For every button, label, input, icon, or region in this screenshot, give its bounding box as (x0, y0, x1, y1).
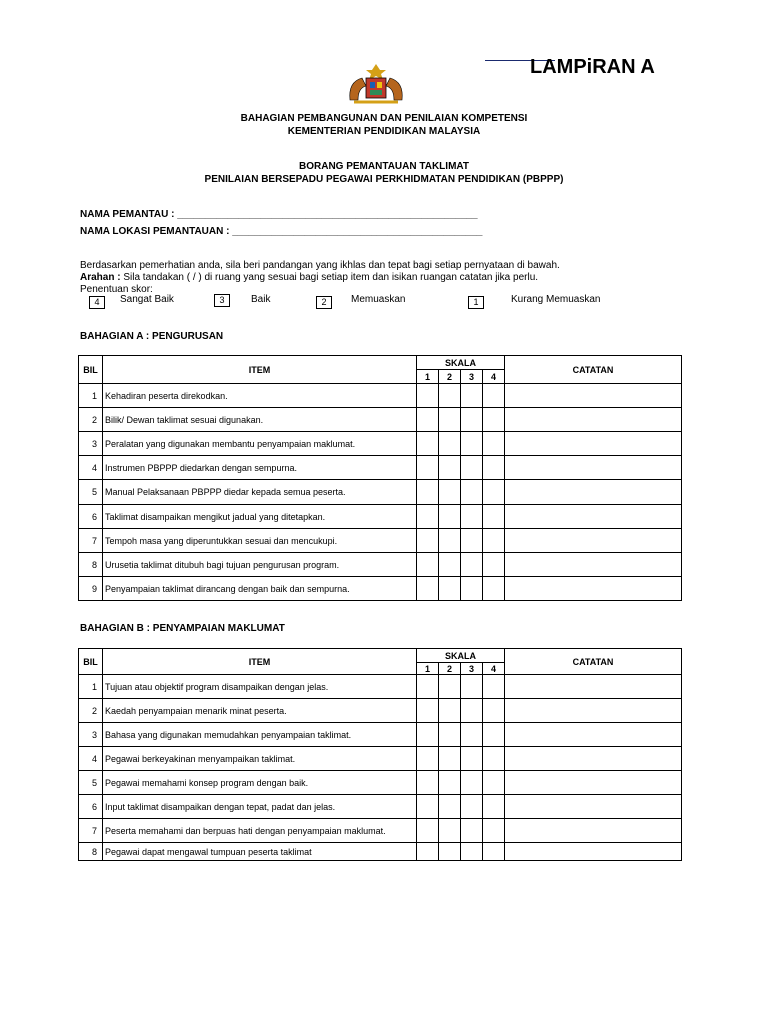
scale-cell-1[interactable] (417, 819, 439, 843)
catatan-cell[interactable] (505, 675, 682, 699)
arahan-text: Sila tandakan ( / ) di ruang yang sesuai bagi setiap item dan isikan ruangan catatan jika perlu. (123, 272, 539, 283)
header-scale-3: 3 (461, 663, 483, 675)
row-item: Penyampaian taklimat dirancang dengan baik dan sempurna. (103, 577, 417, 601)
header-scale-2: 2 (439, 663, 461, 675)
row-item: Taklimat disampaikan mengikut jadual yang ditetapkan. (103, 505, 417, 529)
row-bil: 1 (79, 384, 103, 408)
scale-cell-1[interactable] (417, 723, 439, 747)
scale-cell-1[interactable] (417, 553, 439, 577)
table-row (79, 529, 682, 553)
header-catatan: CATATAN (505, 649, 682, 675)
row-item: Bahasa yang digunakan memudahkan penyampaian taklimat. (103, 723, 417, 747)
catatan-cell[interactable] (505, 747, 682, 771)
row-item: Input taklimat disampaikan dengan tepat, padat dan jelas. (103, 795, 417, 819)
scale-cell-4[interactable] (483, 456, 505, 480)
scale-cell-2[interactable] (439, 577, 461, 601)
table-row (79, 771, 682, 795)
table-row (79, 747, 682, 771)
scale-cell-3[interactable] (461, 432, 483, 456)
scale-cell-2[interactable] (439, 675, 461, 699)
row-bil: 5 (79, 480, 103, 505)
scale-cell-4[interactable] (483, 577, 505, 601)
score-label-3: Baik (251, 294, 271, 305)
scale-cell-4[interactable] (483, 384, 505, 408)
form-title-line-1: BORANG PEMANTAUAN TAKLIMAT (299, 161, 469, 172)
catatan-cell[interactable] (505, 384, 682, 408)
catatan-cell[interactable] (505, 529, 682, 553)
score-label-1: Kurang Memuaskan (511, 294, 601, 305)
scale-cell-3[interactable] (461, 577, 483, 601)
table-row (79, 384, 682, 408)
header-skala: SKALA (417, 649, 505, 663)
scale-cell-1[interactable] (417, 529, 439, 553)
table-row (79, 505, 682, 529)
arahan-label: Arahan : (80, 272, 121, 283)
scale-cell-2[interactable] (439, 456, 461, 480)
scale-cell-3[interactable] (461, 795, 483, 819)
table-row (79, 553, 682, 577)
header-bil: BIL (79, 649, 103, 675)
scale-cell-4[interactable] (483, 675, 505, 699)
arahan-line (80, 272, 538, 283)
header-item: ITEM (103, 649, 417, 675)
section-a-title: BAHAGIAN A : PENGURUSAN (80, 331, 224, 342)
scale-cell-4[interactable] (483, 432, 505, 456)
header-scale-4: 4 (483, 663, 505, 675)
table-row (79, 408, 682, 432)
scale-cell-4[interactable] (483, 529, 505, 553)
scale-cell-2[interactable] (439, 432, 461, 456)
scale-cell-2[interactable] (439, 699, 461, 723)
score-box-4: 4 (89, 296, 105, 309)
row-bil: 7 (79, 819, 103, 843)
scale-cell-1[interactable] (417, 675, 439, 699)
org-line-1: BAHAGIAN PEMBANGUNAN DAN PENILAIAN KOMPETENSI (240, 113, 528, 124)
catatan-cell[interactable] (505, 456, 682, 480)
header-scale-2: 2 (439, 370, 461, 384)
form-title-line-2: PENILAIAN BERSEPADU PEGAWAI PERKHIDMATAN PENDIDIKAN (PBPPP) (204, 174, 564, 185)
scale-cell-1[interactable] (417, 699, 439, 723)
row-item: Bilik/ Dewan taklimat sesuai digunakan. (103, 408, 417, 432)
row-bil: 4 (79, 747, 103, 771)
catatan-cell[interactable] (505, 432, 682, 456)
row-item: Tujuan atau objektif program disampaikan dengan jelas. (103, 675, 417, 699)
scale-cell-2[interactable] (439, 408, 461, 432)
row-bil: 1 (79, 675, 103, 699)
scale-cell-3[interactable] (461, 384, 483, 408)
section-b-table (78, 648, 682, 861)
row-bil: 8 (79, 553, 103, 577)
table-row (79, 819, 682, 843)
scale-cell-4[interactable] (483, 771, 505, 795)
row-bil: 6 (79, 505, 103, 529)
section-a-table (78, 355, 682, 601)
catatan-cell[interactable] (505, 408, 682, 432)
nama-lokasi-field[interactable]: NAMA LOKASI PEMANTAUAN : _____________________________________________ (80, 226, 483, 237)
table-row (79, 843, 682, 861)
scale-cell-4[interactable] (483, 843, 505, 861)
scale-cell-4[interactable] (483, 819, 505, 843)
scale-cell-2[interactable] (439, 505, 461, 529)
scale-cell-1[interactable] (417, 456, 439, 480)
table-row (79, 723, 682, 747)
scale-cell-3[interactable] (461, 529, 483, 553)
table-row (79, 675, 682, 699)
header-scale-1: 1 (417, 370, 439, 384)
scale-cell-3[interactable] (461, 408, 483, 432)
table-row (79, 795, 682, 819)
catatan-cell[interactable] (505, 577, 682, 601)
header-catatan: CATATAN (505, 356, 682, 384)
score-box-3: 3 (214, 294, 230, 307)
row-bil: 2 (79, 408, 103, 432)
scale-cell-2[interactable] (439, 747, 461, 771)
scale-cell-1[interactable] (417, 505, 439, 529)
scale-cell-3[interactable] (461, 843, 483, 861)
row-bil: 4 (79, 456, 103, 480)
scale-cell-2[interactable] (439, 723, 461, 747)
scale-cell-4[interactable] (483, 723, 505, 747)
scale-cell-1[interactable] (417, 795, 439, 819)
scale-cell-4[interactable] (483, 795, 505, 819)
catatan-cell[interactable] (505, 843, 682, 861)
catatan-cell[interactable] (505, 553, 682, 577)
scale-cell-3[interactable] (461, 675, 483, 699)
table-row (79, 432, 682, 456)
header-scale-3: 3 (461, 370, 483, 384)
row-bil: 9 (79, 577, 103, 601)
scale-cell-1[interactable] (417, 747, 439, 771)
row-item: Kehadiran peserta direkodkan. (103, 384, 417, 408)
catatan-cell[interactable] (505, 819, 682, 843)
catatan-cell[interactable] (505, 480, 682, 505)
scale-cell-3[interactable] (461, 723, 483, 747)
header-item: ITEM (103, 356, 417, 384)
row-item: Pegawai memahami konsep program dengan baik. (103, 771, 417, 795)
scale-cell-2[interactable] (439, 795, 461, 819)
scale-cell-4[interactable] (483, 505, 505, 529)
row-item: Peserta memahami dan berpuas hati dengan penyampaian maklumat. (103, 819, 417, 843)
scale-cell-2[interactable] (439, 843, 461, 861)
row-item: Pegawai berkeyakinan menyampaikan taklimat. (103, 747, 417, 771)
scale-cell-1[interactable] (417, 384, 439, 408)
table-row (79, 577, 682, 601)
scale-cell-4[interactable] (483, 408, 505, 432)
scale-cell-3[interactable] (461, 699, 483, 723)
scale-cell-2[interactable] (439, 819, 461, 843)
row-item: Manual Pelaksanaan PBPPP diedar kepada semua peserta. (103, 480, 417, 505)
scale-cell-1[interactable] (417, 577, 439, 601)
scale-cell-4[interactable] (483, 480, 505, 505)
row-bil: 6 (79, 795, 103, 819)
table-row (79, 456, 682, 480)
row-bil: 8 (79, 843, 103, 861)
row-item: Pegawai dapat mengawal tumpuan peserta taklimat (103, 843, 417, 861)
scale-cell-3[interactable] (461, 456, 483, 480)
row-bil: 3 (79, 432, 103, 456)
header-scale-4: 4 (483, 370, 505, 384)
row-bil: 7 (79, 529, 103, 553)
catatan-cell[interactable] (505, 771, 682, 795)
instruction-text: Berdasarkan pemerhatian anda, sila beri pandangan yang ikhlas dan tepat bagi setiap pernyataan di bawah. (80, 260, 560, 271)
scale-cell-3[interactable] (461, 819, 483, 843)
scale-cell-2[interactable] (439, 529, 461, 553)
table-row (79, 480, 682, 505)
header-scale-1: 1 (417, 663, 439, 675)
row-bil: 5 (79, 771, 103, 795)
score-label-2: Memuaskan (351, 294, 406, 305)
row-item: Instrumen PBPPP diedarkan dengan sempurna. (103, 456, 417, 480)
scale-cell-2[interactable] (439, 553, 461, 577)
scale-cell-3[interactable] (461, 553, 483, 577)
scale-cell-4[interactable] (483, 747, 505, 771)
penentuan-skor-label: Penentuan skor: (80, 284, 153, 295)
scale-cell-1[interactable] (417, 432, 439, 456)
scale-cell-3[interactable] (461, 505, 483, 529)
row-item: Tempoh masa yang diperuntukkan sesuai dan mencukupi. (103, 529, 417, 553)
table-header-row (79, 356, 682, 370)
scale-cell-3[interactable] (461, 771, 483, 795)
scale-cell-2[interactable] (439, 384, 461, 408)
scale-cell-2[interactable] (439, 771, 461, 795)
scale-cell-3[interactable] (461, 747, 483, 771)
row-item: Kaedah penyampaian menarik minat peserta. (103, 699, 417, 723)
catatan-cell[interactable] (505, 505, 682, 529)
scale-cell-3[interactable] (461, 480, 483, 505)
header-bil: BIL (79, 356, 103, 384)
row-item: Peralatan yang digunakan membantu penyampaian maklumat. (103, 432, 417, 456)
nama-pemantau-field[interactable]: NAMA PEMANTAU : ______________________________________________________ (80, 209, 478, 220)
org-line-2: KEMENTERIAN PENDIDIKAN MALAYSIA (287, 126, 481, 137)
table-row (79, 699, 682, 723)
score-box-1: 1 (468, 296, 484, 309)
scale-cell-4[interactable] (483, 553, 505, 577)
scale-cell-1[interactable] (417, 480, 439, 505)
section-b-title: BAHAGIAN B : PENYAMPAIAN MAKLUMAT (80, 623, 285, 634)
catatan-cell[interactable] (505, 699, 682, 723)
scale-cell-1[interactable] (417, 408, 439, 432)
row-item: Urusetia taklimat ditubuh bagi tujuan pengurusan program. (103, 553, 417, 577)
crest-emblem (340, 60, 412, 108)
scale-cell-1[interactable] (417, 843, 439, 861)
scale-cell-1[interactable] (417, 771, 439, 795)
row-bil: 2 (79, 699, 103, 723)
scale-cell-2[interactable] (439, 480, 461, 505)
header-skala: SKALA (417, 356, 505, 370)
catatan-cell[interactable] (505, 795, 682, 819)
lampiran-label: LAMPiRAN A (530, 56, 655, 78)
score-label-4: Sangat Baik (120, 294, 174, 305)
table-header-row (79, 649, 682, 663)
row-bil: 3 (79, 723, 103, 747)
catatan-cell[interactable] (505, 723, 682, 747)
scale-cell-4[interactable] (483, 699, 505, 723)
score-box-2: 2 (316, 296, 332, 309)
